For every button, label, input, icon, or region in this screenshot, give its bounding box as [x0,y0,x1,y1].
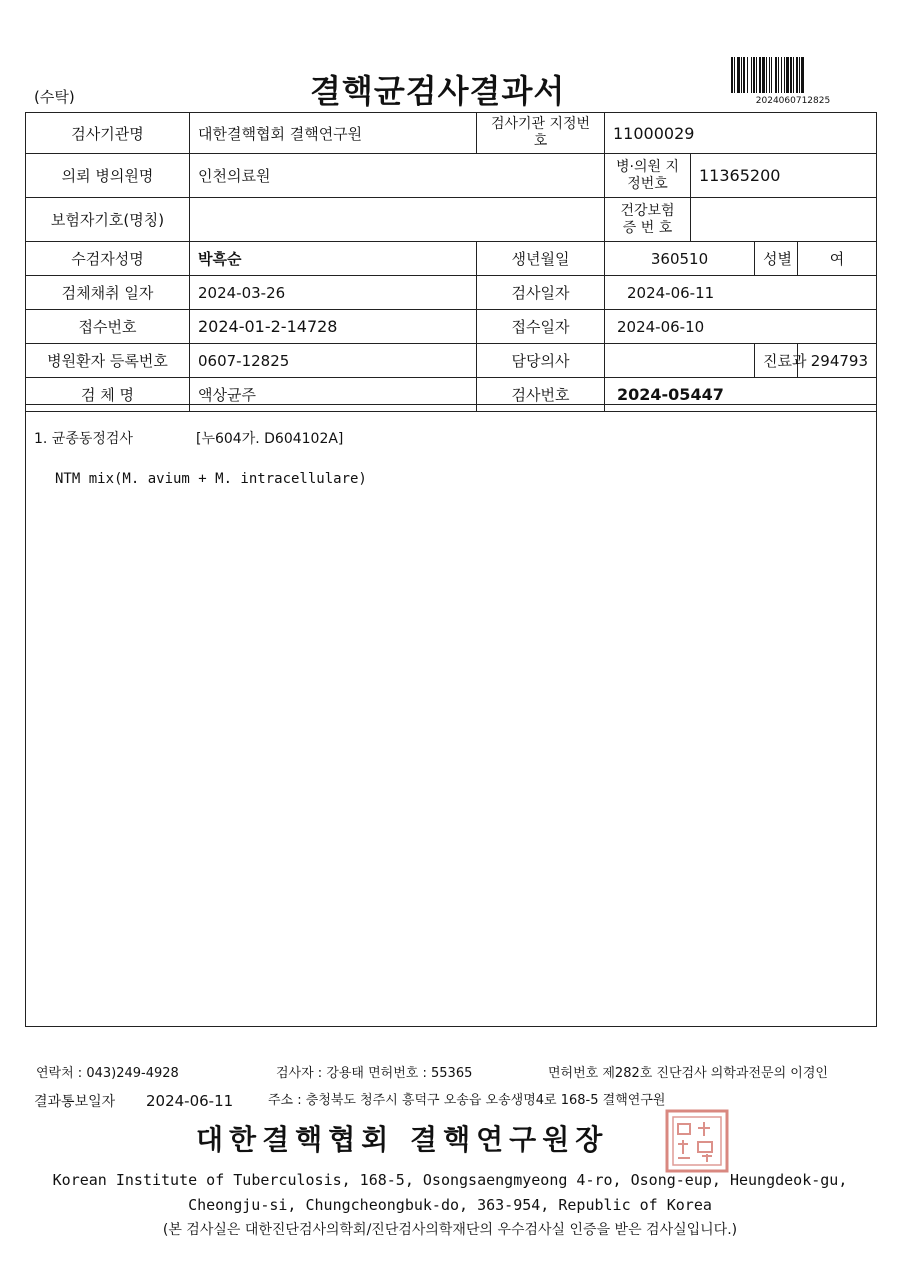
barcode [730,57,856,93]
patient-reg-number: 0607-12825 [190,344,477,378]
patient-name: 박흑순 [190,242,477,276]
institute-address: 주소 : 충청북도 청주시 흥덕구 오송읍 오송생명4로 168-5 결핵연구원 [268,1093,666,1108]
received-date-label: 접수일자 [477,310,605,344]
report-date: 2024-06-11 [146,1092,234,1110]
accession-number: 2024-01-2-14728 [190,310,477,344]
result-item: 1. 균종동정검사 [34,431,133,447]
insured-value [190,198,605,242]
hospital-id: 11365200 [691,154,877,198]
english-address-line2: Cheongju-si, Chungcheongbuk-do, 363-954, Republic of Korea [188,1196,712,1214]
lab-id-label: 검사기관 지정번호 [477,113,605,154]
requesting-hospital-label: 의뢰 병의원명 [26,154,190,198]
barcode-number: 2024060712825 [755,96,831,106]
insured-label: 보험자기호(명칭) [26,198,190,242]
department-value: 294793 [798,344,877,378]
doctor-value [605,344,755,378]
result-finding: NTM mix(M. avium + M. intracellulare) [55,471,367,487]
hospital-id-label: 병·의원 지정번호 [605,154,691,198]
doctor-label: 담당의사 [477,344,605,378]
specimen-value: 액상균주 [190,378,477,412]
director-signature-line: 대한결핵협회 결핵연구원장 [196,1123,609,1156]
receipt-mark: (수탁) [34,88,75,106]
english-address-line1: Korean Institute of Tuberculosis, 168-5, Osongsaengmyeong 4-ro, Osong-eup, Heungdeok-gu, [52,1171,848,1189]
result-code: [누604가. D604102A] [196,431,344,447]
birth-date: 360510 [605,242,755,276]
test-date: 2024-06-11 [605,276,877,310]
insurance-card-label: 건강보험 증 번 호 [605,198,691,242]
sex-label: 성별 [755,242,798,276]
official-seal [664,1108,730,1174]
sex-value: 여 [798,242,877,276]
test-number: 2024-05447 [605,378,877,412]
patient-info-table [25,112,877,412]
result-area [25,404,877,1027]
specialist-info: 면허번호 제282호 진단검사 의학과전문의 이경인 [548,1066,828,1081]
examiner-info: 검사자 : 강용태 면허번호 : 55365 [276,1066,473,1081]
lab-name-label: 검사기관명 [26,113,190,154]
contact-phone: 연락처 : 043)249-4928 [36,1066,179,1081]
certification-note: (본 검사실은 대한진단검사의학회/진단검사의학재단의 우수검사실 인증을 받은 검사실입니다.) [162,1222,738,1238]
insurance-card-value [691,198,877,242]
lab-id: 11000029 [605,113,877,154]
requesting-hospital: 인천의료원 [190,154,605,198]
department-label: 진료과 [755,344,798,378]
birth-label: 생년월일 [477,242,605,276]
collection-date-label: 검체채취 일자 [26,276,190,310]
accession-label: 접수번호 [26,310,190,344]
document-title: 결핵균검사결과서 [310,72,566,110]
collection-date: 2024-03-26 [190,276,477,310]
report-date-label: 결과통보일자 [34,1094,116,1110]
patient-reg-label: 병원환자 등록번호 [26,344,190,378]
received-date: 2024-06-10 [605,310,877,344]
specimen-label: 검 체 명 [26,378,190,412]
test-date-label: 검사일자 [477,276,605,310]
test-number-label: 검사번호 [477,378,605,412]
patient-name-label: 수검자성명 [26,242,190,276]
lab-name: 대한결핵협회 결핵연구원 [190,113,477,154]
